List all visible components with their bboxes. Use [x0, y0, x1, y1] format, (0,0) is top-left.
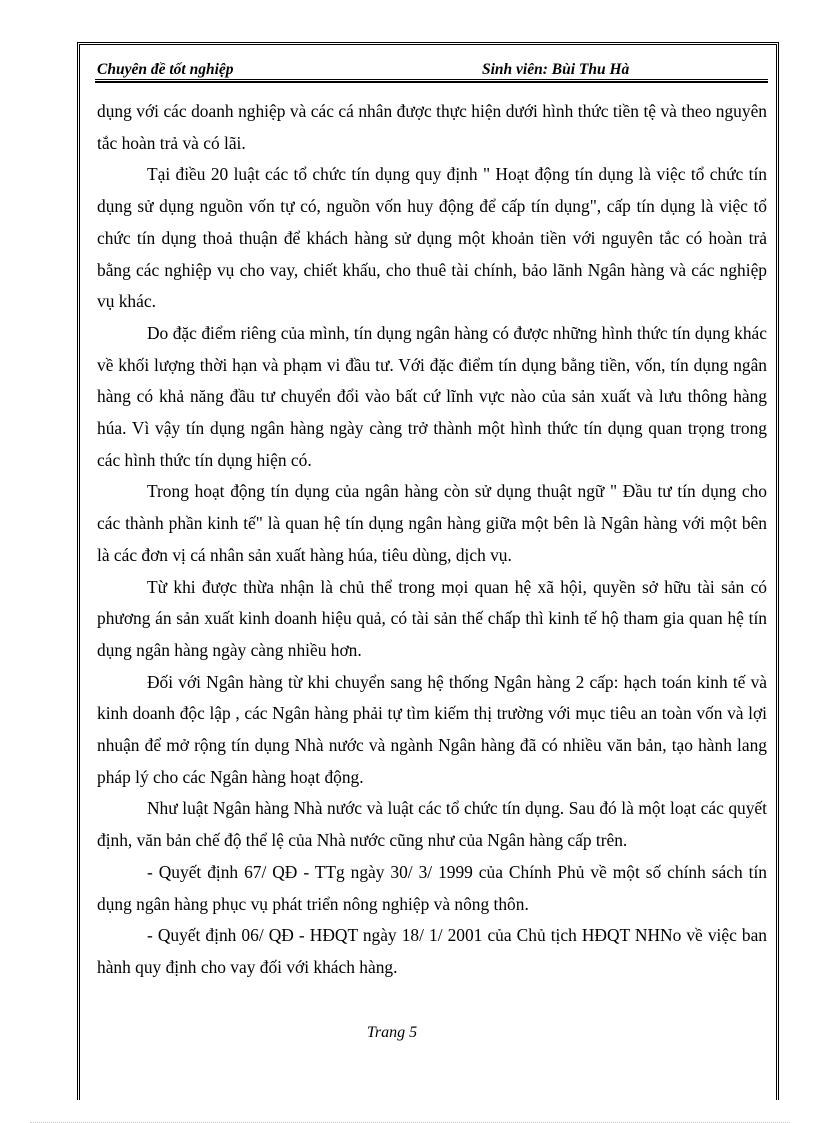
paragraph: Từ khi được thừa nhận là chủ thể trong mọi quan hệ xã hội, quyền sở hữu tài sản có phương án sản xuất kinh doanh hiệu quả, có tài sản thế chấp thì kinh tế hộ tham gia quan hệ tín dụng ngân hàng ngày càng nhiều hơn.	[97, 576, 767, 660]
header-rule	[95, 79, 768, 83]
paragraph: dụng với các doanh nghiệp và các cá nhân được thực hiện dưới hình thức tiền tệ và theo nguyên tắc hoàn trả và có lãi.	[97, 101, 767, 153]
paragraph: Đối với Ngân hàng từ khi chuyển sang hệ thống Ngân hàng 2 cấp: hạch toán kinh tế và kinh doanh độc lập , các Ngân hàng phải tự tìm kiếm thị trường với mục tiêu an toàn vốn và lợi nhuận để mở rộng tín dụng Nhà nước và ngành Ngân hàng đã có nhiều văn bản, tạo hành lang pháp lý cho các Ngân hàng hoạt động.	[97, 671, 767, 787]
header-student-name: Sinh viên: Bùi Thu Hà	[482, 61, 630, 78]
paragraph: - Quyết định 06/ QĐ - HĐQT ngày 18/ 1/ 2001 của Chủ tịch HĐQT NHNo về việc ban hành quy định cho vay đối với khách hàng.	[97, 925, 767, 977]
paragraph: Trong hoạt động tín dụng của ngân hàng còn sử dụng thuật ngữ " Đầu tư tín dụng cho các thành phần kinh tế" là quan hệ tín dụng ngân hàng giữa một bên là Ngân hàng với một bên là các đơn vị cá nhân sản xuất hàng húa, tiêu dùng, dịch vụ.	[97, 481, 767, 565]
page-number: Trang 5	[366, 1024, 418, 1041]
paragraph: Tại điều 20 luật các tổ chức tín dụng quy định " Hoạt động tín dụng là việc tổ chức tín dụng sử dụng nguồn vốn tự có, nguồn vốn huy động để cấp tín dụng", cấp tín dụng là việc tổ chức tín dụng thoả thuận để khách hàng sử dụng một khoản tiền với nguyên tắc có hoàn trả bằng các nghiệp vụ cho vay, chiết khấu, cho thuê tài chính, bảo lãnh Ngân hàng và các nghiệp vụ khác.	[97, 164, 767, 312]
paragraph: Do đặc điểm riêng của mình, tín dụng ngân hàng có được những hình thức tín dụng khác về khối lượng thời hạn và phạm vi đầu tư. Với đặc điểm tín dụng bằng tiền, vốn, tín dụng ngân hàng có khả năng đầu tư chuyển đổi vào bất cứ lĩnh vực nào của sản xuất và lưu thông hàng húa. Vì vậy tín dụng ngân hàng ngày càng trở thành một hình thức tín dụng quan trọng trong các hình thức tín dụng hiện có.	[97, 322, 767, 470]
document-body	[97, 96, 767, 984]
paragraph: - Quyết định 67/ QĐ - TTg ngày 30/ 3/ 1999 của Chính Phủ về một số chính sách tín dụng ngân hàng phục vụ phát triển nông nghiệp và nông thôn.	[97, 861, 767, 914]
paragraph: Như luật Ngân hàng Nhà nước và luật các tổ chức tín dụng. Sau đó là một loạt các quyết định, văn bản chế độ thể lệ của Nhà nước cũng như của Ngân hàng cấp trên.	[97, 798, 767, 851]
header-document-type: Chuyên đề tốt nghiệp	[97, 61, 234, 78]
